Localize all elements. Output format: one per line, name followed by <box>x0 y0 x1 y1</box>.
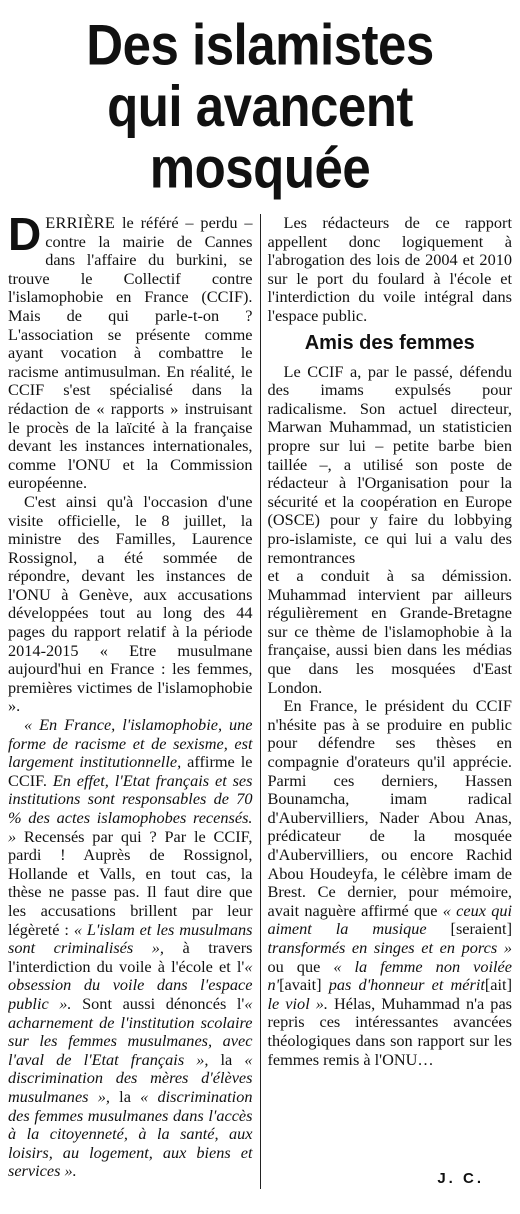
text: Hélas, Muhammad n'a pas repris ces intéressantes avancées théologiques dans son rapport sur les femmes remis à l'ONU… <box>267 993 512 1069</box>
quote: transformés en singes et en porcs » <box>267 937 512 957</box>
text: [seraient] <box>450 919 512 939</box>
text: [avait] <box>279 975 322 995</box>
text: ou que <box>267 956 334 976</box>
headline-line-1: Des islamistes <box>86 12 434 77</box>
paragraph-3 <box>8 716 253 1181</box>
text: [ait] <box>484 975 512 995</box>
quote: « discrimination des mères d'élèves musulmanes », <box>8 1049 253 1106</box>
headline <box>8 14 512 199</box>
text: En France, le président du CCIF n'hésite pas à se produire en public pour défendre ses thèses en compagnie d'orateurs qu'il apprécie. Parmi ces derniers, Hassen Bounamcha, imam radical d'Aubervilliers, Nader Abou Anas, prédicateur de la mosquée d'Aubervilliers, ou encore Rachid Abou Houdeyfa, le célèbre imam de Brest. Ce dernier, pour mémoire, avait naguère affirmé que <box>267 696 512 920</box>
subheading: Amis des femmes <box>304 331 475 354</box>
paragraph-4: Les rédacteurs de ce rapport appellent donc logiquement à l'abrogation des lois de 2004 et 2010 sur le port du foulard à l'école et l'interdiction du voile intégral dans l'espace public. <box>267 214 512 325</box>
paragraph-5-continued: et a conduit à sa démission. Muhammad intervient par ailleurs régulièrement en Grande-Bretagne sur ce thème de l'islamophobie à la française, aussi bien dans les médias que dans les mosquées d'East London. <box>267 566 512 697</box>
paragraph-2: C'est ainsi qu'à l'occasion d'une visite officielle, le 8 juillet, la ministre des Familles, Laurence Rossignol, a été sommée de répondre, devant les instances de l'ONU à Genève, aux accusations développées tout au long des 44 pages du rapport relatif à la période 2014-2015 « Etre musulmane aujourd'hui en France : les femmes, premières victimes de l'islamophobie ». <box>8 491 253 716</box>
paragraph-1-text: le référé – perdu – contre la mairie de Cannes dans l'affaire du burkini, se trouve le Collectif contre l'islamophobie en France (CCIF). Mais de qui parle-t-on ? L'association se présente comme ayant vocation à combattre le racisme antimusulman. En réalité, le CCIF s'est spécialisé dans la rédaction de « rapports » instruisant le procès de la laïcité à la française devant les instances internationales, comme l'ONU et la Commission européenne. <box>8 214 253 493</box>
quote: « L'islam et les musulmans sont criminalisés », <box>8 919 253 958</box>
quote: En effet, l'Etat français et ses institutions sont responsables de 70 % des actes islamophobes recensés. » <box>8 770 253 846</box>
text: Sont aussi dénoncés l' <box>71 993 245 1013</box>
paragraph-6 <box>268 697 513 1069</box>
text: la <box>208 1049 245 1069</box>
quote: « ceux qui aiment la musique <box>267 900 512 939</box>
lead-word: ERRIÈRE <box>45 214 116 232</box>
paragraph-5: Le CCIF a, par le passé, défendu des imams expulsés pour radicalisme. Son actuel directeur, Marwan Muhammad, un statisticien propre sur lui – petite barbe bien taillée –, a utilisé son poste de rédacteur à l'Organisation pour la sécurité et la coopération en Europe (OSCE) pour y faire du lobbying pro-islamiste, ce qui lui a valu des remontrances <box>267 361 512 567</box>
quote: « discrimination des femmes musulmanes dans l'accès à la citoyenneté, à la santé, aux loisirs, au logement, aux biens et services ». <box>8 1086 253 1181</box>
paragraph-1 <box>8 214 253 493</box>
text: la <box>109 1086 141 1106</box>
drop-cap: D <box>8 214 42 260</box>
quote: le viol ». <box>267 993 328 1013</box>
quote: « En France, l'islamophobie, une forme de racisme et de sexisme, est largement institutionnelle, <box>8 715 253 772</box>
quote: « obsession du voile dans l'espace public ». <box>8 956 253 1013</box>
quote: pas d'honneur et mérit <box>321 975 485 995</box>
quote: « la femme non voilée n' <box>267 956 512 995</box>
headline-line-2: qui avancent <box>107 74 413 139</box>
text: à travers l'interdiction du voile à l'école et l' <box>8 938 253 976</box>
headline-line-3: mosquée <box>149 136 371 200</box>
article-body <box>8 214 512 1189</box>
quote: « acharnement de l'institution scolaire sur les femmes musulmanes, avec l'aval de l'Etat français », <box>8 993 253 1069</box>
article-column-right <box>261 214 513 1189</box>
article-column-left <box>8 214 261 1189</box>
author-signature: J. C. <box>437 1170 484 1187</box>
text: affirme le CCIF. <box>8 752 253 790</box>
text: Recensés par qui ? Par le CCIF, pardi ! Auprès de Rossignol, Hollande et Valls, en tout cas, la thèse ne passe pas. Il faut dire que les accusations brillent par leur légèreté : <box>8 826 253 939</box>
